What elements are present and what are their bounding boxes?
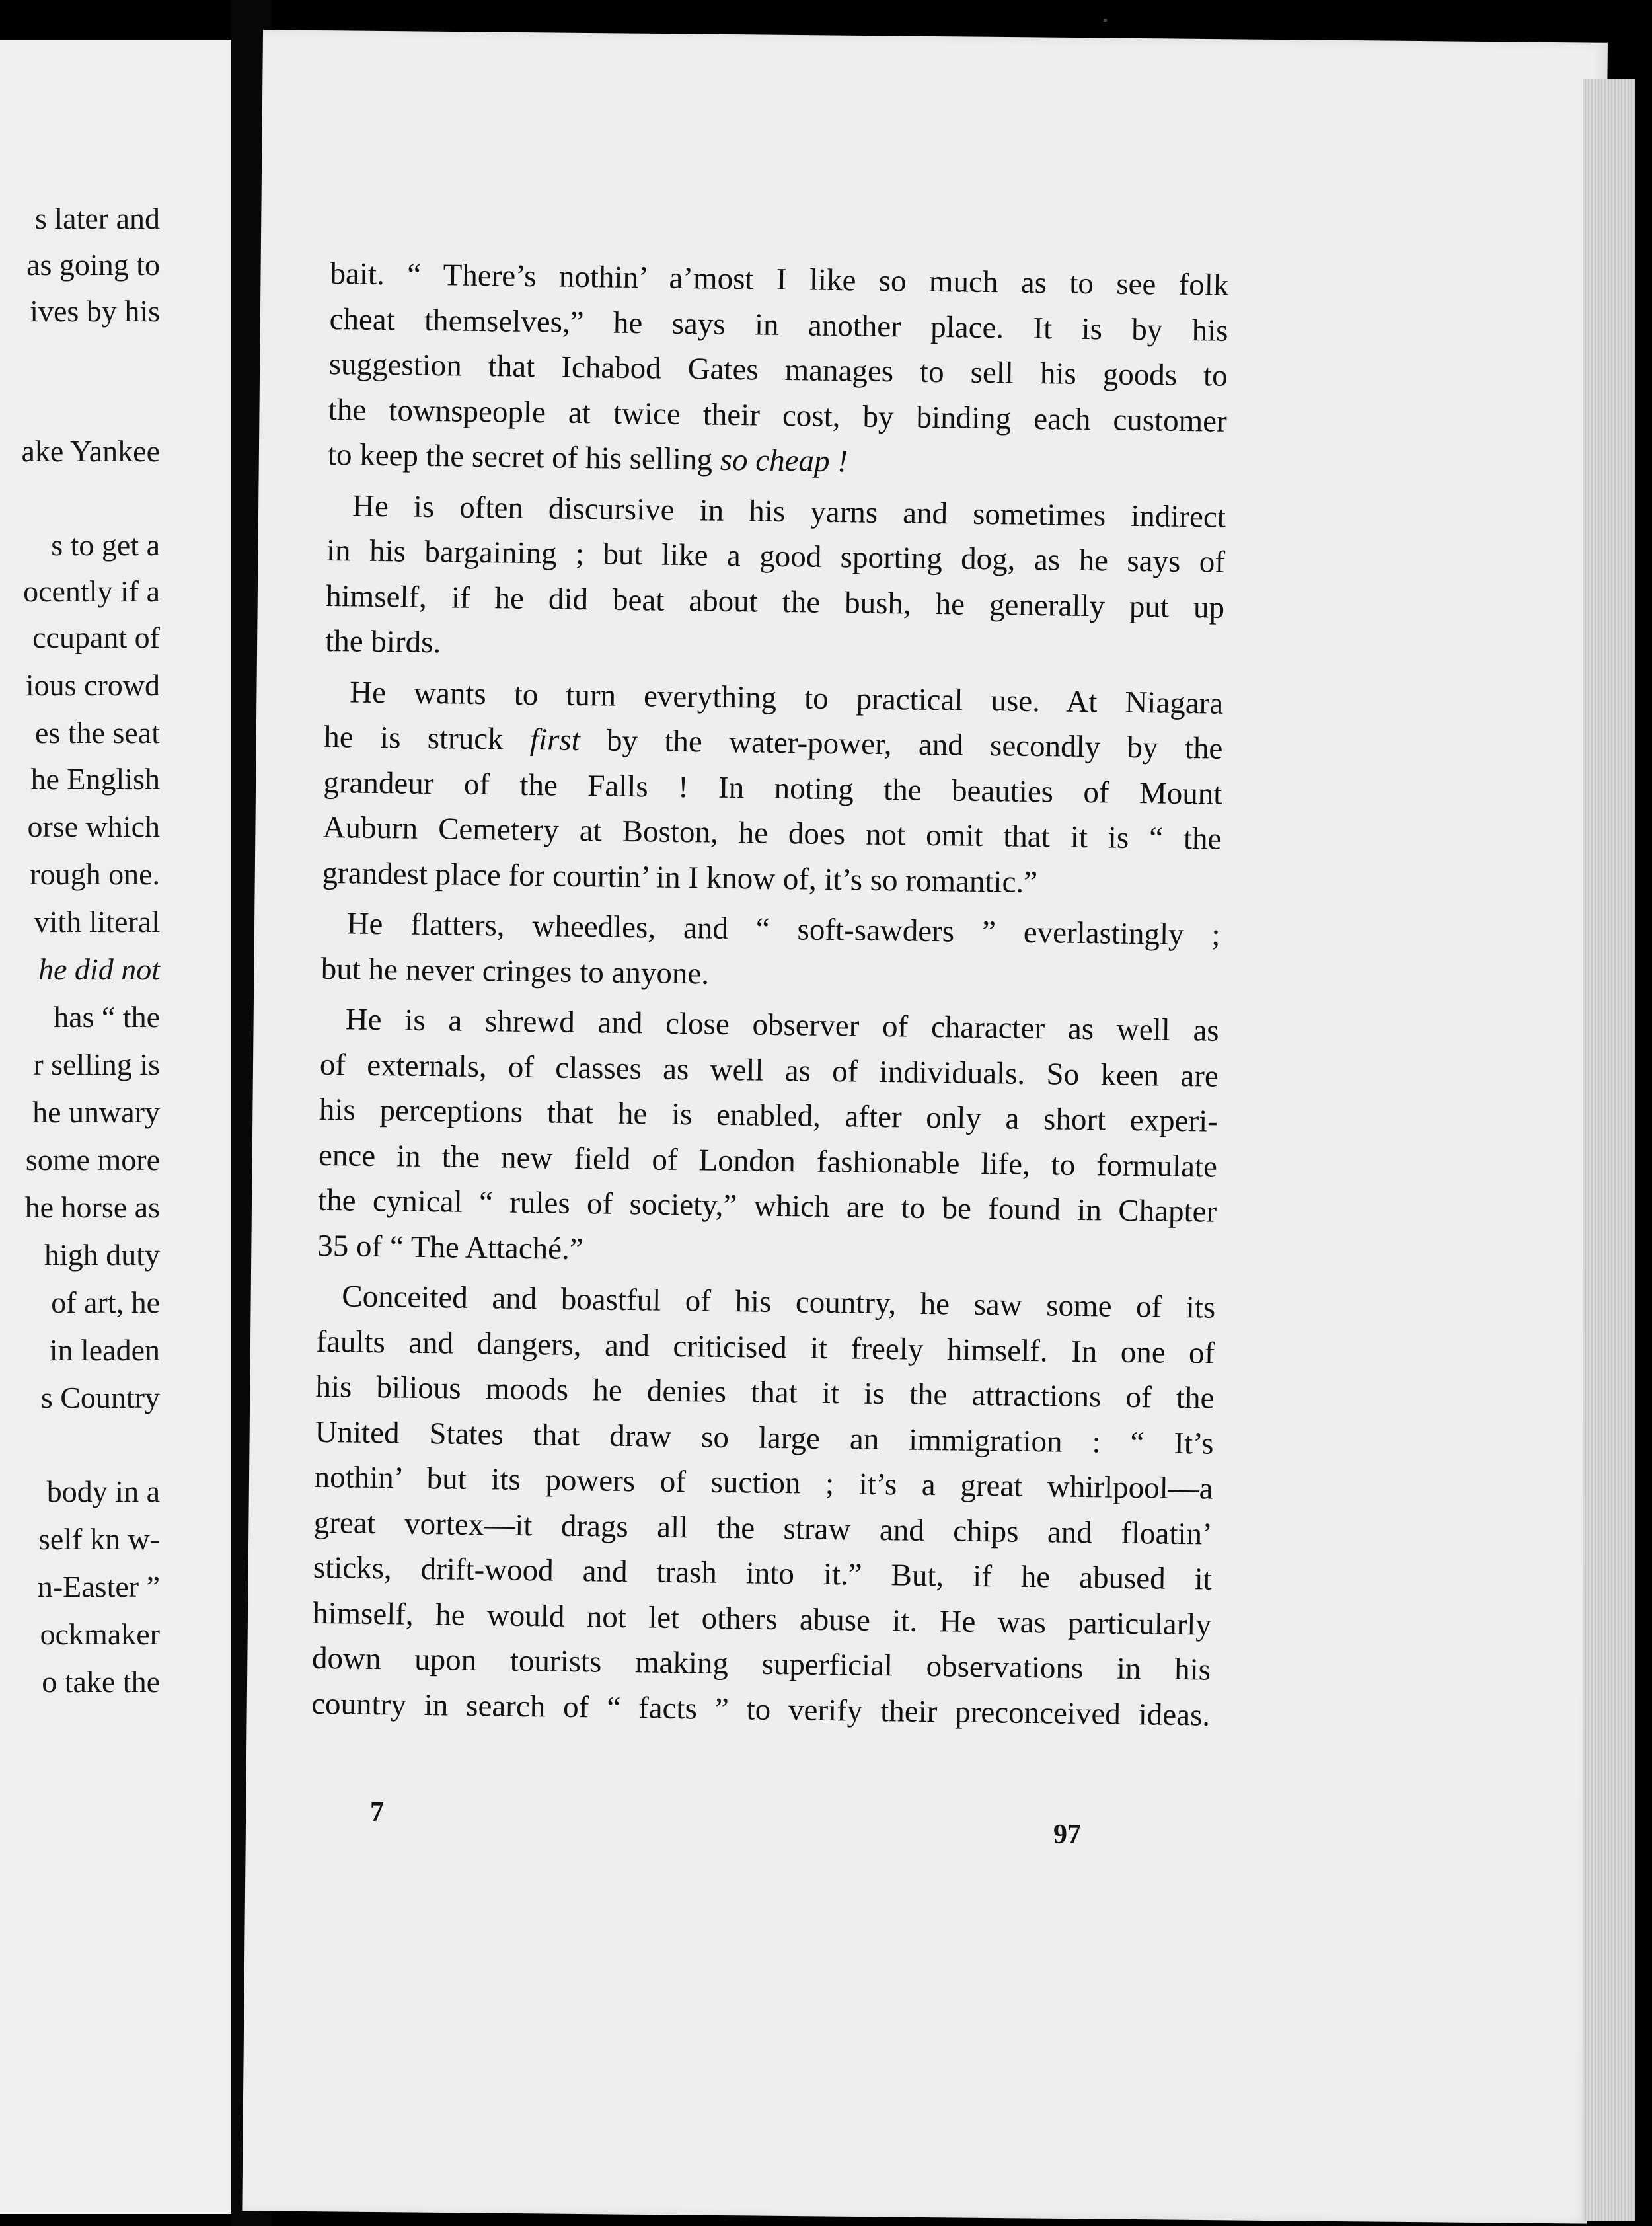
text-line: 35 of “ The Attaché.” bbox=[317, 1228, 584, 1266]
left-page-line: body in a bbox=[46, 1475, 160, 1508]
left-page-line: he did not bbox=[38, 952, 160, 986]
left-page-line: s later and bbox=[34, 202, 160, 235]
paragraph-6 bbox=[311, 1274, 1216, 1738]
text-line: nothin’ but its powers of suction ; it’s a great whirlpool—a bbox=[314, 1459, 1213, 1506]
text-line: Auburn Cemetery at Boston, he does not omit that it is “ the bbox=[322, 810, 1222, 857]
body-text bbox=[311, 251, 1229, 1738]
text-line: grandest place for courtin’ in I know of, it’s so romantic.” bbox=[322, 855, 1038, 900]
left-page-line: high duty bbox=[44, 1238, 160, 1272]
left-page-line: ockmaker bbox=[40, 1617, 160, 1651]
text-line: sticks, drift-wood and trash into it.” But, if he abused it bbox=[313, 1550, 1213, 1597]
paragraph-5 bbox=[317, 997, 1219, 1280]
italic-run: so cheap ! bbox=[720, 442, 848, 479]
text-line: the townspeople at twice their cost, by binding each customer bbox=[328, 392, 1228, 439]
left-page-line: he unwary bbox=[32, 1095, 160, 1129]
text-line: great vortex—it drags all the straw and chips and floatin’ bbox=[313, 1505, 1213, 1552]
text-run: he is struck bbox=[324, 719, 531, 757]
text-run: He flatters, wheedles, and “ soft-sawders ” everlastingly ; bbox=[346, 906, 1220, 952]
left-page-line: some more bbox=[25, 1143, 160, 1176]
text-run: He is a shrewd and close observer of character as well as bbox=[345, 1002, 1220, 1048]
text-line: his perceptions that he is enabled, after only a short experi- bbox=[319, 1092, 1219, 1139]
text-line: cheat themselves,” he says in another place. It is by his bbox=[329, 301, 1228, 348]
paragraph-2 bbox=[325, 482, 1226, 675]
left-page-line: ives by his bbox=[30, 294, 160, 328]
left-page-line: he English bbox=[30, 762, 160, 796]
text-line: himself, if he did beat about the bush, he generally put up bbox=[325, 578, 1225, 625]
text-line: suggestion that Ichabod Gates manages to sell his goods to bbox=[328, 346, 1228, 393]
dust-speck bbox=[1104, 19, 1107, 22]
left-page-line: es the seat bbox=[34, 716, 160, 749]
text-line: but he never cringes to anyone. bbox=[320, 951, 710, 991]
left-page-line: ocently if a bbox=[23, 574, 160, 608]
text-line: United States that draw so large an immigration : “ It’s bbox=[315, 1414, 1214, 1461]
left-page-line: self kn w- bbox=[38, 1522, 160, 1556]
text-line: bait. “ There’s nothin’ a’most I like so much as to see folk bbox=[330, 256, 1229, 303]
signature-mark: 7 bbox=[370, 1797, 384, 1827]
left-page-line: ious crowd bbox=[25, 668, 160, 702]
page-edges bbox=[1583, 79, 1635, 2221]
left-page-line: s Country bbox=[40, 1381, 160, 1414]
text-line: ence in the new field of London fashionable life, to formulate bbox=[318, 1137, 1218, 1184]
left-page-line: of art, he bbox=[51, 1286, 160, 1319]
text-run: to keep the secret of his selling bbox=[327, 437, 721, 477]
text-line: the birds. bbox=[324, 623, 441, 660]
text-line: of externals, of classes as well as of individuals. So keen are bbox=[319, 1047, 1219, 1094]
paragraph-3 bbox=[322, 669, 1223, 907]
left-page-line: as going to bbox=[26, 248, 160, 282]
text-line: down upon tourists making superficial observations in his bbox=[311, 1640, 1211, 1687]
text-line: the cynical “ rules of society,” which are to be found in Chapter bbox=[317, 1182, 1217, 1229]
text-line: his bilious moods he denies that it is the attractions of the bbox=[315, 1369, 1215, 1416]
left-page-line: has “ the bbox=[54, 1000, 160, 1034]
left-page-line: rough one. bbox=[30, 857, 160, 891]
left-page-line: orse which bbox=[27, 810, 160, 843]
text-line: grandeur of the Falls ! In noting the beauties of Mount bbox=[323, 765, 1222, 812]
left-page-line: s to get a bbox=[51, 528, 160, 562]
paragraph-4 bbox=[320, 901, 1220, 1003]
left-page-line: ccupant of bbox=[32, 621, 160, 654]
left-page-line: in leaden bbox=[49, 1333, 160, 1367]
text-line: faults and dangers, and criticised it freely himself. In one of bbox=[316, 1324, 1215, 1371]
text-run: He wants to turn everything to practical use. At Niagara bbox=[349, 674, 1224, 721]
left-page-line: he horse as bbox=[24, 1190, 160, 1224]
italic-run: first bbox=[529, 722, 581, 758]
left-page-line: ake Yankee bbox=[21, 434, 160, 468]
text-run: He is often discursive in his yarns and sometimes indirect bbox=[352, 488, 1226, 535]
page-number: 97 bbox=[1053, 1820, 1081, 1850]
text-line: country in search of “ facts ” to verify their preconceived ideas. bbox=[311, 1686, 1211, 1733]
left-page-line: o take the bbox=[42, 1665, 160, 1699]
left-page-line: n-Easter ” bbox=[37, 1570, 160, 1603]
left-page bbox=[0, 40, 231, 2214]
left-page-line: r selling is bbox=[33, 1048, 160, 1081]
left-page-line: vith literal bbox=[34, 905, 160, 939]
text-run: by the water-power, and secondly by the bbox=[580, 723, 1223, 766]
text-line: in his bargaining ; but like a good sporting dog, as he says of bbox=[326, 533, 1226, 580]
text-run: Conceited and boastful of his country, he saw some of its bbox=[341, 1279, 1216, 1325]
text-line: himself, he would not let others abuse it. He was particularly bbox=[312, 1595, 1212, 1642]
paragraph-1 bbox=[328, 251, 1229, 489]
